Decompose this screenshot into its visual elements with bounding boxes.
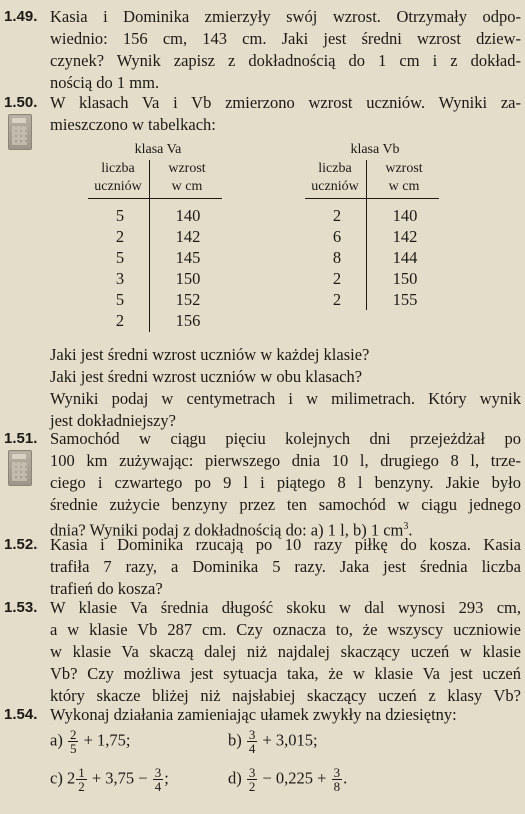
item-label: b) [228, 730, 242, 750]
calculator-icon [8, 114, 32, 150]
fraction [76, 766, 87, 793]
table-class-vb [305, 142, 445, 312]
table-cell: 2 [115, 311, 125, 330]
text-line: trafień do kosza? [50, 579, 163, 598]
problem-number: 1.52. [4, 536, 38, 553]
header-line: wzrost [168, 161, 206, 176]
table-cell: 142 [392, 227, 418, 246]
column-header-count [305, 160, 365, 196]
table-cell: 145 [175, 248, 201, 267]
header-line: w cm [171, 179, 203, 194]
expression-text: . [343, 768, 348, 788]
table-divider [149, 160, 150, 332]
item-label: a) [50, 730, 63, 750]
table-cell: 140 [175, 206, 201, 225]
header-line: w cm [388, 179, 420, 194]
table-cell: 150 [392, 269, 418, 288]
text-line: średnie zużycie benzyny przez ten samochód w ciągu jednego [50, 495, 521, 514]
numerator: 3 [248, 765, 256, 780]
text-line: jest dokładniejszy? [50, 411, 177, 430]
problem-number: 1.50. [4, 94, 38, 111]
table-cell: 2 [332, 269, 342, 288]
fraction [247, 766, 258, 793]
text-line: ciego i czwartego po 9 l i piątego 8 l benzyny. Jakie było [50, 473, 521, 492]
text-line: Samochód w ciągu pięciu kolejnych dni przejeżdżał po [50, 429, 521, 448]
text-line: W klasie Va średnia długość skoku w dal wynosi 293 cm, [50, 598, 521, 617]
text-line: W klasach Va i Vb zmierzono wzrost uczniów. Wyniki za- [50, 93, 521, 112]
text-line: wiednio: 156 cm, 143 cm. Jaki jest średni wzrost dziew- [50, 29, 521, 48]
item-label: d) [228, 768, 242, 788]
problem-number: 1.54. [4, 706, 38, 723]
text-line: Kasia i Dominika zmierzyły swój wzrost. Otrzymały odpo- [50, 7, 521, 26]
expression-text: + 3,75 − [91, 768, 148, 788]
denominator: 4 [154, 779, 162, 794]
header-line: uczniów [94, 179, 142, 194]
text-line: Kasia i Dominika rzucają po 10 razy piłkę do kosza. Kasia [50, 535, 521, 554]
text-line: nością do 1 mm. [50, 73, 160, 92]
table-divider [366, 160, 367, 310]
expression-text: ; [164, 768, 169, 788]
fraction [153, 766, 164, 793]
superscript: 3 [403, 521, 409, 532]
expression-a [50, 728, 130, 755]
table-cell: 142 [175, 227, 201, 246]
expression-d [228, 766, 347, 793]
text-fragment: dnia? Wyniki podaj z dokładnością do: a) 1 l, b) 1 cm [50, 520, 404, 540]
fraction [247, 728, 258, 755]
text-line: 100 km zużywając: pierwszego dnia 10 l, drugiego 8 l, trze- [50, 451, 521, 470]
numerator: 3 [333, 765, 341, 780]
numerator: 2 [69, 727, 77, 742]
table-cell: 140 [392, 206, 418, 225]
table-cell: 2 [332, 290, 342, 309]
table-caption: klasa Vb [350, 142, 400, 157]
table-cell: 5 [115, 248, 125, 267]
text-line: a w klasie Vb 287 cm. Czy oznacza to, że wszyscy uczniowie [50, 620, 521, 639]
expression-text: + 1,75; [83, 730, 131, 750]
item-label: c) [50, 768, 63, 788]
problem-number: 1.49. [4, 8, 38, 25]
text-line: Jaki jest średni wzrost uczniów w każdej klasie? [50, 345, 370, 364]
denominator: 4 [248, 741, 256, 756]
table-cell: 150 [175, 269, 201, 288]
table-cell: 2 [115, 227, 125, 246]
table-divider [305, 198, 439, 199]
denominator: 2 [78, 779, 85, 794]
text-line: mieszczono w tabelkach: [50, 115, 216, 134]
table-caption: klasa Va [134, 142, 182, 157]
denominator: 2 [248, 779, 256, 794]
expression-b [228, 728, 318, 755]
denominator: 5 [69, 741, 77, 756]
text-line: trafiła 7 razy, a Dominika 5 razy. Jaka jest średnia liczba [50, 557, 521, 576]
text-line: Vb? Czy możliwa jest sytuacja taka, że w klasie Va jest uczeń [50, 664, 521, 683]
calculator-icon [8, 450, 32, 486]
header-line: wzrost [385, 161, 423, 176]
whole-part: 2 [66, 768, 76, 788]
table-cell: 5 [115, 290, 125, 309]
problem-number: 1.53. [4, 599, 38, 616]
table-cell: 156 [175, 311, 201, 330]
numerator: 3 [154, 765, 162, 780]
text-line: Wykonaj działania zamieniając ułamek zwykły na dziesiętny: [50, 705, 457, 724]
text-line: Jaki jest średni wzrost uczniów w obu klasach? [50, 367, 363, 386]
header-line: uczniów [311, 179, 359, 194]
table-divider [88, 198, 222, 199]
text-line: Wyniki podaj w centymetrach i w milimetrach. Który wynik [50, 389, 521, 408]
table-cell: 3 [115, 269, 125, 288]
table-cell: 152 [175, 290, 201, 309]
expression-text: − 0,225 + [262, 768, 327, 788]
header-line: liczba [101, 161, 135, 176]
denominator: 8 [333, 779, 341, 794]
text-line: w klasie Va skaczą dalej niż najdalej skaczący uczeń w klasie [50, 642, 521, 661]
text-line: czynek? Wynik zapisz z dokładnością do 1 cm i z dokład- [50, 51, 521, 70]
column-header-count [88, 160, 148, 196]
table-cell: 144 [392, 248, 418, 267]
column-header-height [369, 160, 439, 196]
column-header-height [152, 160, 222, 196]
problem-number: 1.51. [4, 430, 38, 447]
table-cell: 155 [392, 290, 418, 309]
table-cell: 6 [332, 227, 342, 246]
fraction [68, 728, 79, 755]
numerator: 1 [78, 765, 85, 780]
table-cell: 5 [115, 206, 125, 225]
header-line: liczba [318, 161, 352, 176]
table-cell: 2 [332, 206, 342, 225]
expression-text: + 3,015; [262, 730, 318, 750]
text-line: który skacze bliżej niż najsłabiej skaczący uczeń z klasy Vb? [50, 686, 521, 705]
numerator: 3 [248, 727, 256, 742]
fraction [332, 766, 343, 793]
text-fragment: . [408, 520, 413, 540]
table-cell: 8 [332, 248, 342, 267]
table-class-va [88, 142, 228, 332]
expression-c [50, 766, 169, 793]
